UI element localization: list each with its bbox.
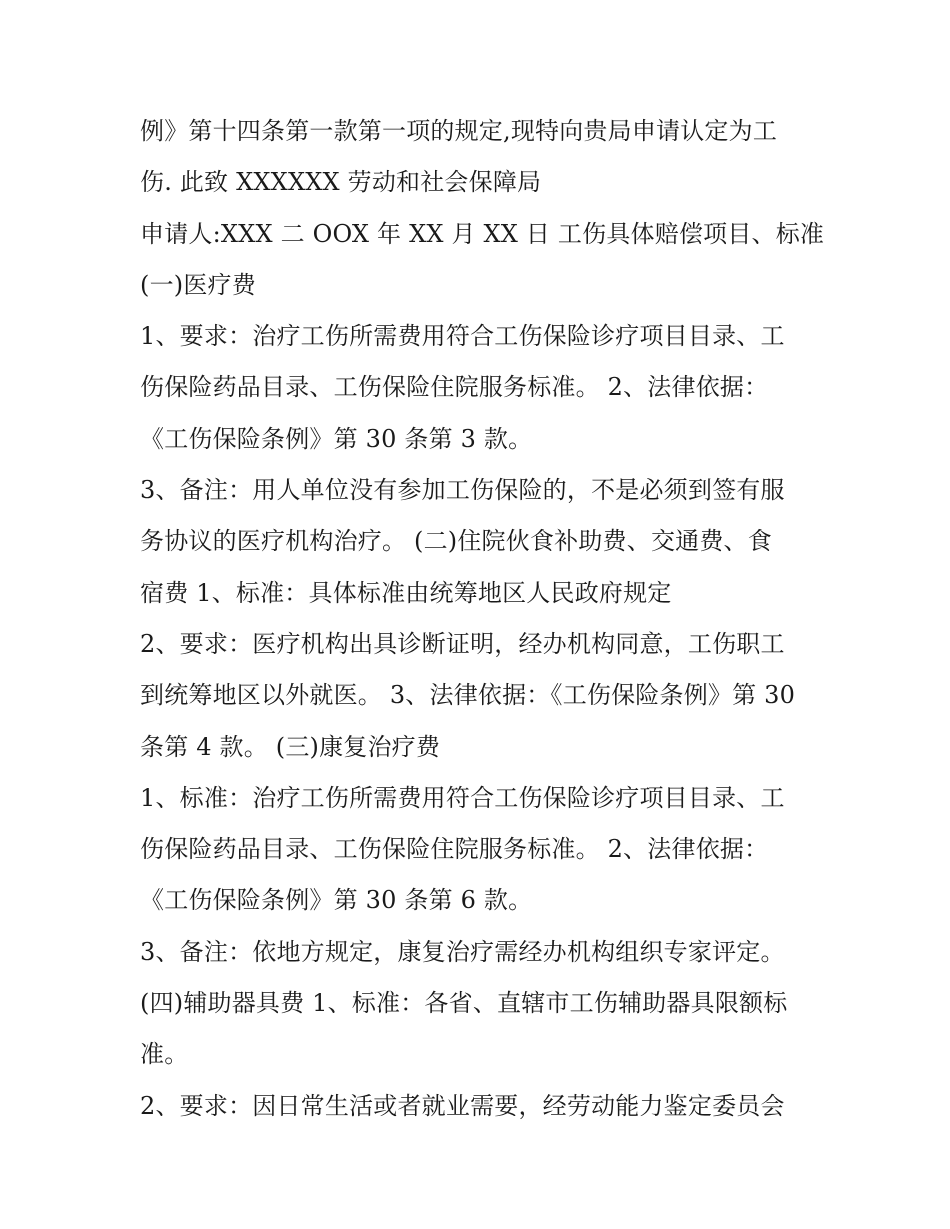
text-line: 准。 (140, 1040, 189, 1069)
text-line: 申请人:XXX 二 OOX 年 XX 月 XX 日 工伤具体赔偿项目、标准 (140, 219, 825, 248)
text-line: 例》第十四条第一款第一项的规定,现特向贵局申请认定为工 (140, 117, 778, 145)
text-line: 1、要求：治疗工伤所需费用符合工伤保险诊疗项目目录、工 (140, 322, 785, 351)
text-line: 3、备注：用人单位没有参加工伤保险的，不是必须到签有服 (140, 476, 785, 505)
text-line: 2、要求：医疗机构出具诊断证明，经办机构同意，工伤职工 (140, 629, 785, 658)
text-line: 条第 4 款。 (三)康复治疗费 (140, 732, 441, 761)
text-line: 宿费 1、标准：具体标准由统筹地区人民政府规定 (140, 578, 672, 607)
text-line: 到统筹地区以外就医。 3、法律依据：《工伤保险条例》第 30 (140, 681, 796, 710)
text-line: 伤. 此致 XXXXXX 劳动和社会保障局 (140, 168, 542, 197)
text-line: 伤保险药品目录、工伤保险住院服务标准。 2、法律依据： (140, 373, 769, 402)
text-line: 1、标准：治疗工伤所需费用符合工伤保险诊疗项目目录、工 (140, 783, 785, 812)
text-line: 务协议的医疗机构治疗。 (二)住院伙食补助费、交通费、食 (140, 527, 772, 556)
section-heading: (一)医疗费 (140, 270, 256, 299)
document-body (140, 106, 830, 1132)
text-line: 《工伤保险条例》第 30 条第 3 款。 (140, 424, 533, 453)
text-line: 《工伤保险条例》第 30 条第 6 款。 (140, 886, 533, 915)
text-line: 2、要求：因日常生活或者就业需要，经劳动能力鉴定委员会 (140, 1091, 785, 1120)
text-line: 伤保险药品目录、工伤保险住院服务标准。 2、法律依据： (140, 835, 769, 864)
text-line: (四)辅助器具费 1、标准：各省、直辖市工伤辅助器具限额标 (140, 989, 788, 1018)
text-line: 3、备注：依地方规定，康复治疗需经办机构组织专家评定。 (140, 937, 785, 966)
